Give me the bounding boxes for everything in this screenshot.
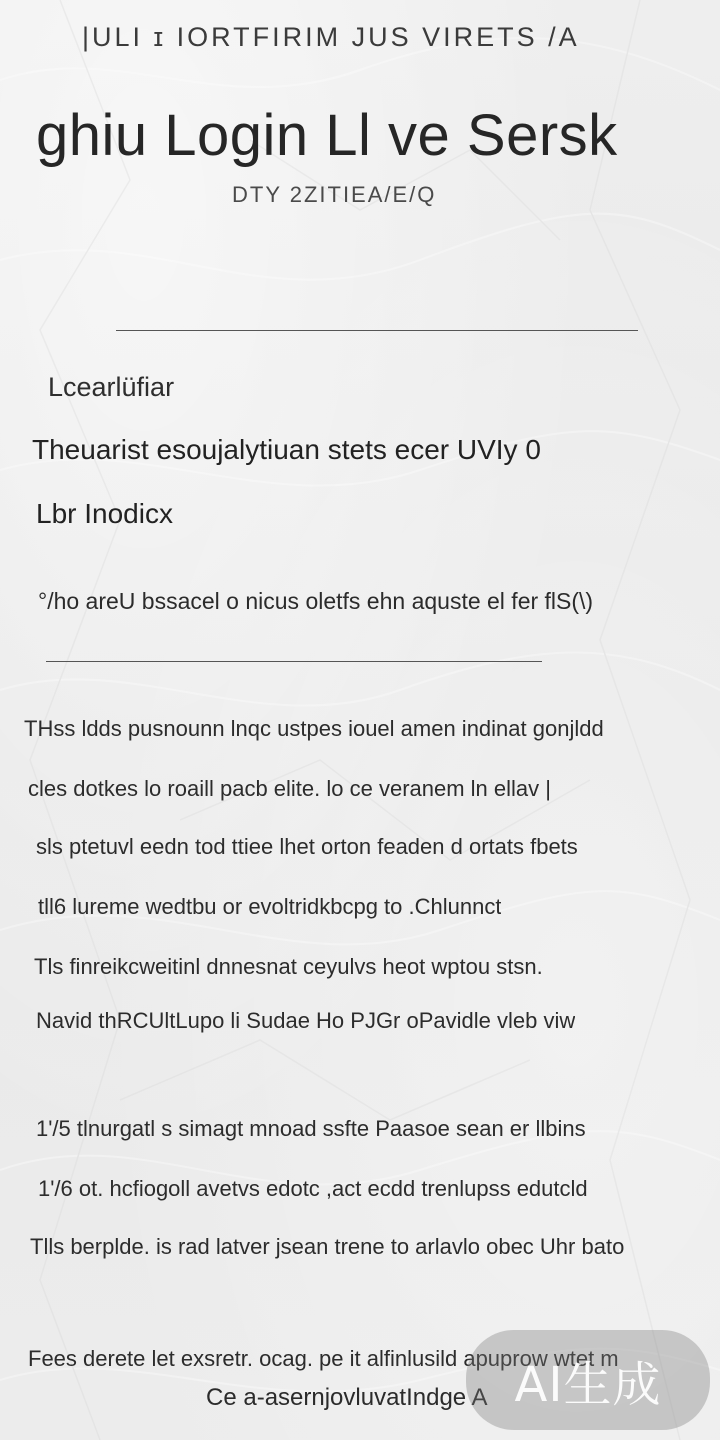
paragraph-line: THss ldds pusnounn lnqc ustpes iouel amen indinat gonjldd [24, 716, 604, 741]
paragraph-line: tll6 lureme wedtbu or evoltridkbcpg to .Chlunnct [38, 894, 502, 919]
paragraph-line: 1'/6 ot. hcfiogoll avetvs edotc ,act ecdd trenlupss edutcld [38, 1176, 588, 1201]
divider-middle [46, 661, 542, 662]
paragraph-line: Fees derete let exsretr. ocag. pe it alfinlusild apuprow wtet m [28, 1346, 619, 1371]
divider-top [116, 330, 638, 331]
section-line-1: Lcearlüfiar [48, 372, 175, 402]
ai-watermark-label: AI生成 [514, 1356, 662, 1413]
paragraph-line: 1'/5 tlnurgatl s simagt mnoad ssfte Paasoe sean er llbins [36, 1116, 586, 1141]
section-line-2: Theuarist esoujalytiuan stets ecer UVIy 0 [32, 434, 541, 465]
footer-line: Ce a-asernjovluvatIndge A [206, 1384, 488, 1411]
ai-watermark-badge [466, 1330, 710, 1430]
paragraph-line: Tlls berplde. is rad latver jsean trene to arlavlo obec Uhr bato [30, 1234, 625, 1259]
section-line-4: °/ho areU bssacel o nicus oletfs ehn aquste el fer flS(\) [38, 588, 594, 614]
paragraph-line: sls ptetuvl eedn tod ttiee lhet orton feaden d ortats fbets [36, 834, 578, 859]
paragraph-line: cles dotkes lo roaill pacb elite. lo ce veranem ln ellav | [28, 776, 551, 801]
page-subtitle: DTY 2ZITIEA/E/Q [232, 182, 437, 207]
header-top-line: |ULI ɪ IORTFIRIM JUS VIRETS /A [82, 22, 580, 52]
page-title: ghiu Login Ll ve Sersk [36, 103, 618, 168]
paragraph-line: Navid thRCUltLupo li Sudae Ho PJGr oPavidle vleb viw [36, 1008, 576, 1033]
section-line-3: Lbr Inodicx [36, 498, 173, 529]
paragraph-line: Tls finreikcweitinl dnnesnat ceyulvs heot wptou stsn. [34, 954, 543, 979]
